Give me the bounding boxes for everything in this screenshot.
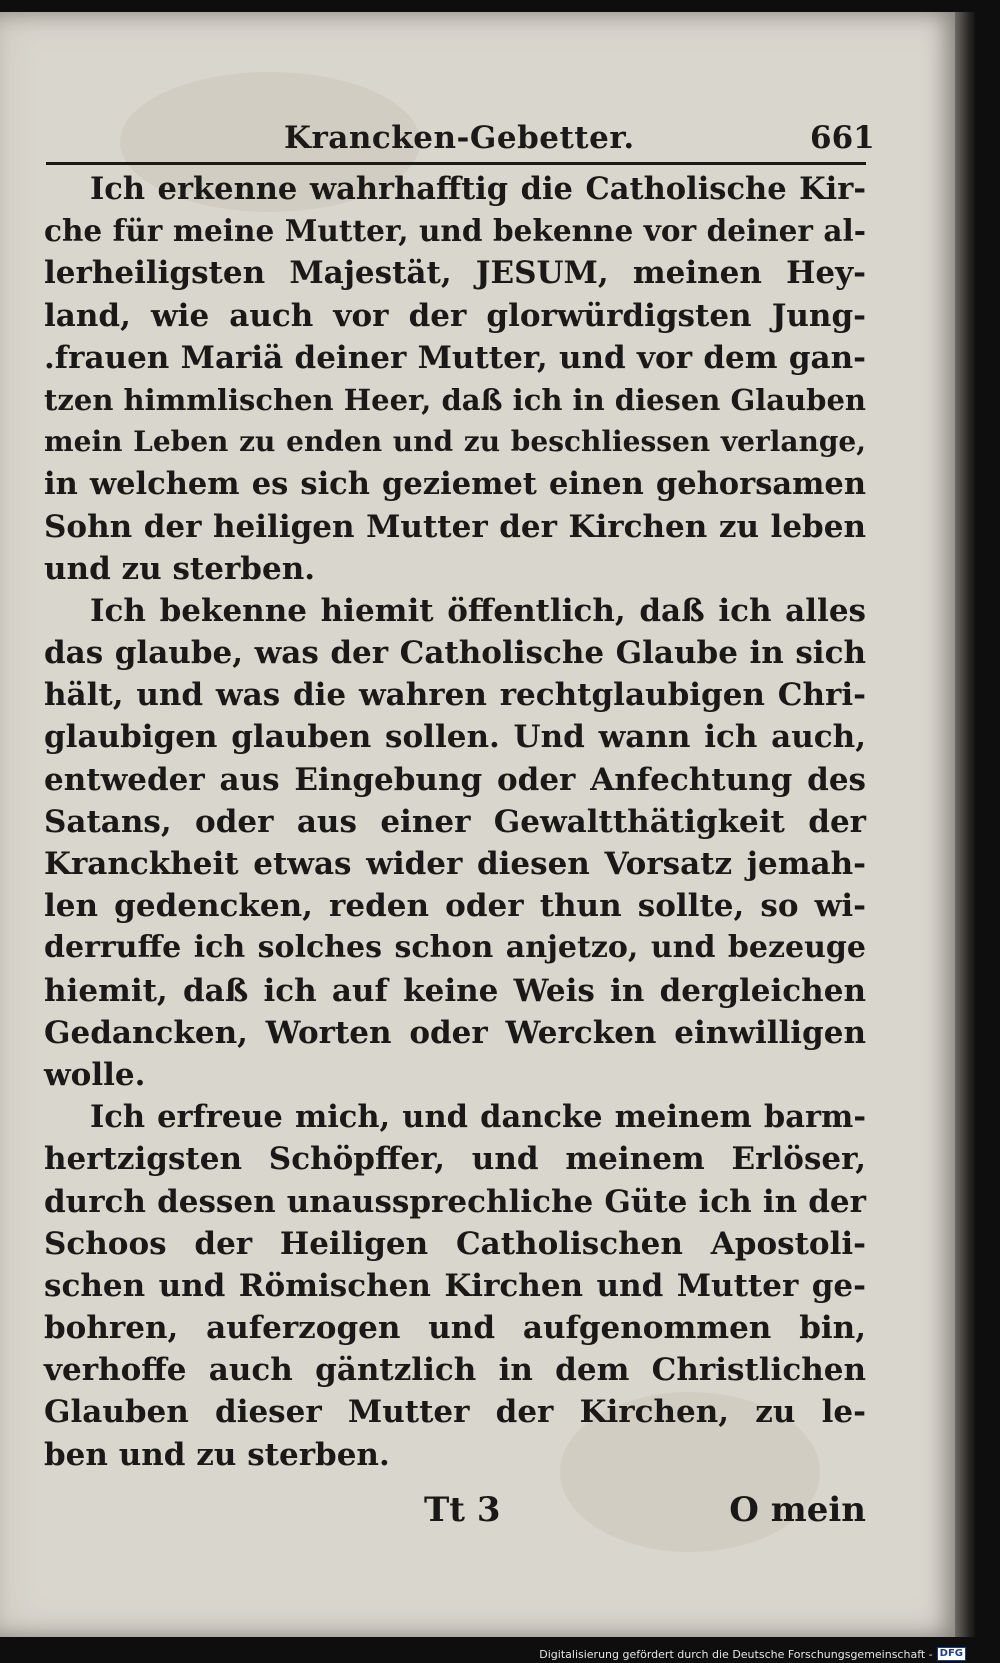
page-number: 661 bbox=[810, 120, 875, 156]
text-line: und zu sterben. bbox=[44, 550, 316, 587]
text-line: entweder aus Eingebung oder Anfechtung des bbox=[44, 761, 866, 798]
running-title: Krancken-Gebetter. bbox=[284, 120, 635, 156]
text-line: che für meine Mutter, und bekenne vor deiner al- bbox=[44, 213, 866, 249]
digitization-credit bbox=[539, 1647, 966, 1661]
text-line: wolle. bbox=[44, 1056, 146, 1093]
text-line: Schoos der Heiligen Catholischen Apostoli- bbox=[44, 1225, 866, 1262]
text-line: Ich erfreue mich, und dancke meinem barm- bbox=[90, 1099, 866, 1136]
text-line: bohren, auferzogen und aufgenommen bin, bbox=[44, 1310, 866, 1347]
text-line: durch dessen unaussprechliche Güte ich in der bbox=[44, 1183, 866, 1220]
text-line: glaubigen glauben sollen. Und wann ich auch, bbox=[44, 719, 866, 756]
text-line: lerheiligsten Majestät, JESUM, meinen Hey- bbox=[44, 255, 866, 292]
text-line: land, wie auch vor der glorwürdigsten Jung- bbox=[44, 297, 866, 334]
page-edge bbox=[955, 12, 975, 1637]
text-line: verhoffe auch gäntzlich in dem Christlichen bbox=[44, 1352, 866, 1389]
signature-mark: Tt 3 bbox=[424, 1490, 501, 1530]
page-header bbox=[46, 112, 875, 162]
page-footer bbox=[44, 1490, 866, 1540]
catchword: O mein bbox=[729, 1490, 866, 1530]
text-line: Satans, oder aus einer Gewaltthätigkeit der bbox=[44, 803, 866, 840]
paragraph bbox=[44, 590, 866, 1096]
body-text bbox=[44, 168, 866, 1476]
text-line: Kranckheit etwas wider diesen Vorsatz jemah- bbox=[44, 846, 866, 882]
text-line: derruffe ich solches schon anjetzo, und bezeuge bbox=[44, 930, 866, 966]
text-line: .frauen Mariä deiner Mutter, und vor dem gan- bbox=[44, 339, 866, 376]
text-line: hält, und was die wahren rechtglaubigen Chri- bbox=[44, 677, 866, 714]
text-line: in welchem es sich geziemet einen gehorsamen bbox=[44, 466, 866, 503]
text-line: Glauben dieser Mutter der Kirchen, zu le- bbox=[44, 1394, 866, 1431]
text-line: Ich erkenne wahrhafftig die Catholische Kir- bbox=[90, 171, 866, 207]
text-line: tzen himmlischen Heer, daß ich in diesen Glauben bbox=[44, 382, 866, 417]
text-line: das glaube, was der Catholische Glaube in sich bbox=[44, 635, 866, 672]
text-line: Gedancken, Worten oder Wercken einwilligen bbox=[44, 1014, 866, 1051]
header-rule bbox=[46, 162, 866, 165]
text-line: Sohn der heiligen Mutter der Kirchen zu leben bbox=[44, 508, 866, 545]
paragraph bbox=[44, 1096, 866, 1476]
credit-text: Digitalisierung gefördert durch die Deutsche Forschungsgemeinschaft - bbox=[539, 1647, 933, 1661]
text-line: len gedencken, reden oder thun sollte, so wi- bbox=[44, 888, 866, 925]
text-line: mein Leben zu enden und zu beschliessen verlange, bbox=[44, 425, 866, 459]
text-line: schen und Römischen Kirchen und Mutter ge- bbox=[44, 1267, 866, 1304]
text-line: hiemit, daß ich auf keine Weis in dergleichen bbox=[44, 972, 866, 1009]
text-line: ben und zu sterben. bbox=[44, 1436, 390, 1473]
text-line: Ich bekenne hiemit öffentlich, daß ich alles bbox=[90, 592, 866, 629]
paragraph bbox=[44, 168, 866, 590]
dfg-logo-icon[interactable]: DFG bbox=[937, 1647, 966, 1661]
text-line: hertzigsten Schöpffer, und meinem Erlöser, bbox=[44, 1141, 866, 1178]
